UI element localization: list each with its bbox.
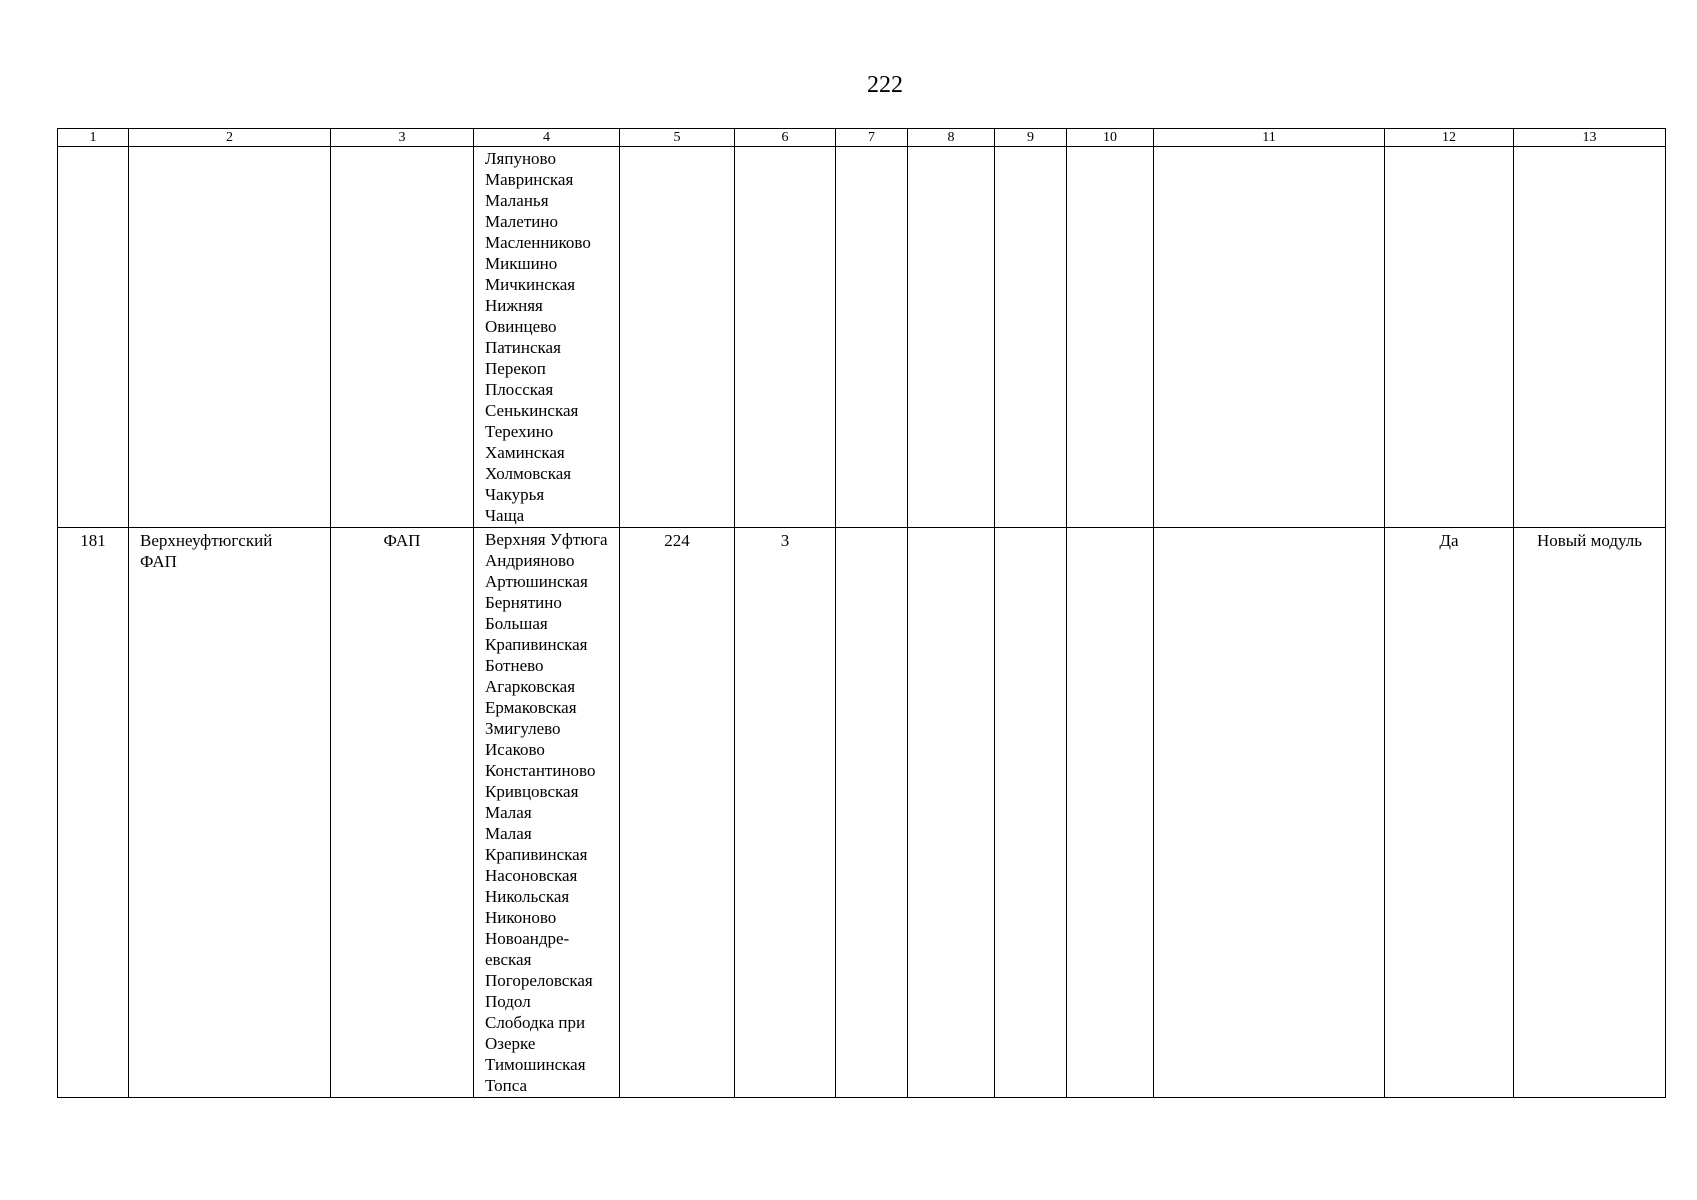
cell-facility-type: ФАП (331, 528, 474, 1098)
settlement-name: Микшино (485, 254, 558, 273)
settlement-name: Константиново (485, 761, 596, 780)
cell-col-7 (836, 147, 908, 528)
settlement-name: Большая (485, 614, 548, 633)
column-header: 1 (58, 129, 129, 147)
settlement-name: Мавринская (485, 170, 574, 189)
settlement-name: Новоандре- (485, 929, 570, 948)
settlement-name: Овинцево (485, 317, 557, 336)
settlement-name: Никольская (485, 887, 570, 906)
table-row-continuation (58, 147, 1666, 528)
settlement-name: Кривцовская (485, 782, 579, 801)
settlement-name: Малая (485, 824, 532, 843)
column-header: 6 (735, 129, 836, 147)
settlement-name: Маланья (485, 191, 549, 210)
settlement-name: Погореловская (485, 971, 593, 990)
settlement-name: Артюшинская (485, 572, 588, 591)
cell-col-8 (908, 528, 995, 1098)
settlement-name: Змигулево (485, 719, 561, 738)
page-number: 222 (867, 72, 903, 98)
column-header: 10 (1067, 129, 1154, 147)
settlement-name: Насоновская (485, 866, 578, 885)
settlement-name: Бернятино (485, 593, 562, 612)
settlement-name: Топса (485, 1076, 528, 1095)
settlement-name: Ермаковская (485, 698, 577, 717)
settlement-name: Никоново (485, 908, 557, 927)
settlement-name: Нижняя (485, 296, 543, 315)
settlement-name: Терехино (485, 422, 554, 441)
cell-facility-name (129, 147, 331, 528)
settlement-name: Крапивинская (485, 635, 588, 654)
settlement-name: Малая (485, 803, 532, 822)
column-header: 11 (1154, 129, 1385, 147)
facility-name-line: Верхнеуфтюгский (140, 531, 273, 550)
settlement-name: Крапивинская (485, 845, 588, 864)
settlement-name: Перекоп (485, 359, 546, 378)
settlement-name: Сенькинская (485, 401, 579, 420)
cell-facility-type (331, 147, 474, 528)
cell-col-10 (1067, 528, 1154, 1098)
column-header: 4 (474, 129, 620, 147)
cell-col-13 (1514, 147, 1666, 528)
cell-col-9 (995, 528, 1067, 1098)
table-header-row (58, 129, 1666, 147)
settlement-name: Хаминская (485, 443, 565, 462)
column-header: 9 (995, 129, 1067, 147)
settlement-name: Тимошинская (485, 1055, 586, 1074)
settlement-name: Андрияново (485, 551, 575, 570)
settlement-name: Чакурья (485, 485, 545, 504)
settlement-name: Малетино (485, 212, 558, 231)
settlement-name: Мичкинская (485, 275, 576, 294)
cell-col-5: 224 (620, 528, 735, 1098)
settlement-name: Патинская (485, 338, 561, 357)
cell-col-7 (836, 528, 908, 1098)
cell-col-11 (1154, 147, 1385, 528)
cell-facility-name (129, 528, 331, 1098)
column-header: 13 (1514, 129, 1666, 147)
settlement-name: Верхняя Уфтюга (485, 530, 608, 549)
table-row (58, 528, 1666, 1098)
column-header: 7 (836, 129, 908, 147)
settlement-name: Озерке (485, 1034, 536, 1053)
cell-col-10 (1067, 147, 1154, 528)
cell-col-5 (620, 147, 735, 528)
settlement-name: Ляпуново (485, 149, 556, 168)
column-header: 8 (908, 129, 995, 147)
cell-col-6: 3 (735, 528, 836, 1098)
cell-col-12: Да (1385, 528, 1514, 1098)
column-header: 3 (331, 129, 474, 147)
cell-col-13: Новый модуль (1514, 528, 1666, 1098)
settlement-name: Ботнево (485, 656, 544, 675)
settlement-name: Исаково (485, 740, 545, 759)
column-header: 2 (129, 129, 331, 147)
settlement-name: Агарковская (485, 677, 576, 696)
facility-name-line: ФАП (140, 552, 177, 571)
cell-row-number: 181 (58, 528, 129, 1098)
cell-col-12 (1385, 147, 1514, 528)
cell-col-9 (995, 147, 1067, 528)
cell-col-11 (1154, 528, 1385, 1098)
settlement-name: Слободка при (485, 1013, 586, 1032)
settlement-name: Подол (485, 992, 531, 1011)
settlement-name: Чаща (485, 506, 525, 525)
cell-row-number (58, 147, 129, 528)
settlement-name: евская (485, 950, 532, 969)
settlement-name: Холмовская (485, 464, 572, 483)
cell-col-6 (735, 147, 836, 528)
cell-col-8 (908, 147, 995, 528)
column-header: 5 (620, 129, 735, 147)
document-table (57, 128, 1666, 1098)
settlement-name: Плосская (485, 380, 554, 399)
cell-settlements (474, 528, 620, 1098)
column-header: 12 (1385, 129, 1514, 147)
cell-settlements (474, 147, 620, 528)
settlement-name: Масленниково (485, 233, 591, 252)
